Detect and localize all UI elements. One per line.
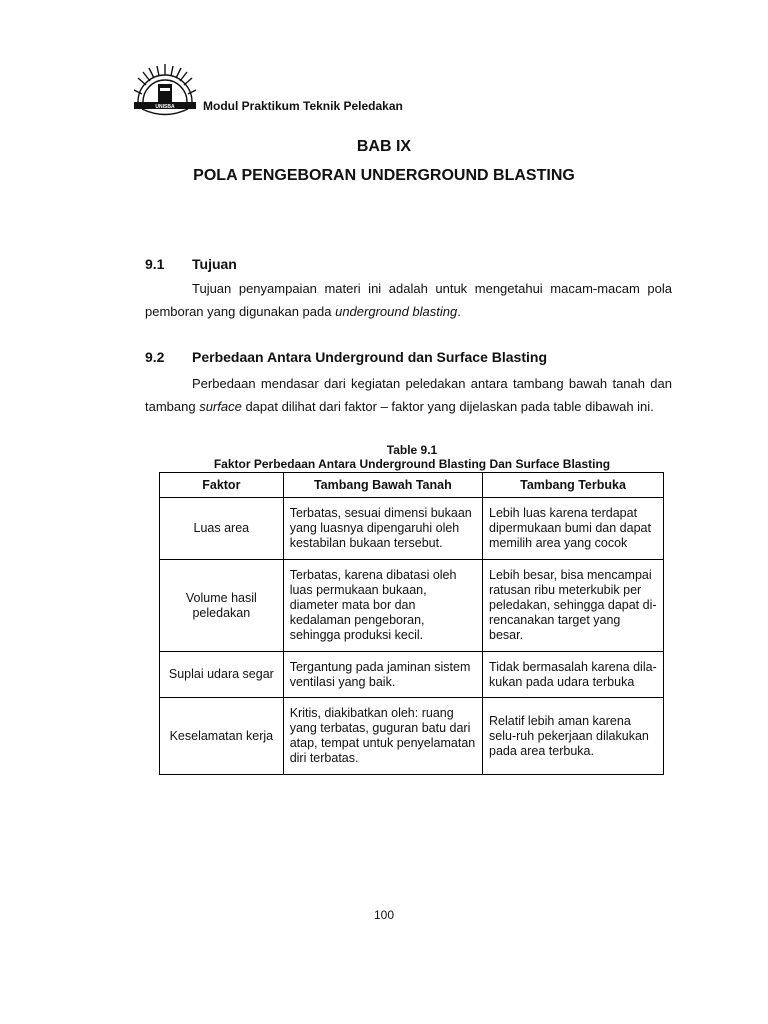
table-cell-factor: Volume hasil peledakan [160, 560, 284, 652]
section-2-text-italic: surface [199, 399, 242, 414]
university-logo [132, 58, 198, 122]
section-1-text-italic: underground blasting [335, 304, 458, 319]
table-cell-underground: Terbatas, karena dibatasi oleh luas permukaan bukaan, diameter mata bor dan kedalaman pengeboran, sehingga produksi kecil. [283, 560, 482, 652]
table-header-cell: Tambang Bawah Tanah [283, 473, 482, 498]
section-1-number: 9.1 [145, 256, 165, 272]
comparison-table [159, 472, 664, 775]
table-cell-surface: Tidak bermasalah karena dila-kukan pada udara terbuka [483, 652, 664, 698]
table-header-cell: Faktor [160, 473, 284, 498]
table-header-cell: Tambang Terbuka [483, 473, 664, 498]
section-2-text-b: dapat dilihat dari faktor – faktor yang dijelaskan pada table dibawah ini. [241, 399, 654, 414]
module-title: Modul Praktikum Teknik Peledakan [203, 99, 403, 113]
table-caption-title: Faktor Perbedaan Antara Underground Blasting Dan Surface Blasting [213, 457, 611, 471]
table-caption-number: Table 9.1 [386, 443, 438, 457]
table-cell-factor: Suplai udara segar [160, 652, 284, 698]
table-cell-surface: Lebih luas karena terdapat dipermukaan bumi dan dapat memilih area yang cocok [483, 498, 664, 560]
table-cell-underground: Terbatas, sesuai dimensi bukaan yang luasnya dipengaruhi oleh kestabilan bukaan tersebut. [283, 498, 482, 560]
section-1-paragraph [145, 277, 672, 323]
section-1-title: Tujuan [192, 256, 237, 272]
table-cell-surface: Relatif lebih aman karena selu-ruh pekerjaan dilakukan pada area terbuka. [483, 698, 664, 775]
table-header-row [160, 473, 664, 498]
page-number: 100 [373, 908, 395, 922]
section-2-title: Perbedaan Antara Underground dan Surface Blasting [192, 349, 547, 365]
table-row [160, 652, 664, 698]
table-cell-surface: Lebih besar, bisa mencampai ratusan ribu meterkubik per peledakan, sehingga dapat di-rencanakan target yang besar. [483, 560, 664, 652]
chapter-title: POLA PENGEBORAN UNDERGROUND BLASTING [193, 167, 575, 184]
table-cell-factor: Keselamatan kerja [160, 698, 284, 775]
section-2-number: 9.2 [145, 349, 165, 365]
section-2-text-a: Perbedaan mendasar dari kegiatan peledakan antara tambang bawah tanah dan tambang [145, 376, 672, 414]
table-cell-underground: Kritis, diakibatkan oleh: ruang yang terbatas, guguran batu dari atap, tempat untuk penyelamatan diri terbatas. [283, 698, 482, 775]
table-cell-underground: Tergantung pada jaminan sistem ventilasi yang baik. [283, 652, 482, 698]
table-row [160, 498, 664, 560]
table-cell-factor: Luas area [160, 498, 284, 560]
section-1-text-a: Tujuan penyampaian materi ini adalah untuk mengetahui macam-macam pola pemboran yang digunakan pada [145, 281, 672, 319]
table-row [160, 560, 664, 652]
chapter-label: BAB IX [356, 138, 412, 155]
section-1-text-b: . [457, 304, 461, 319]
table-row [160, 698, 664, 775]
logo-text: UNISBA [155, 104, 175, 110]
section-2-paragraph [145, 372, 672, 418]
